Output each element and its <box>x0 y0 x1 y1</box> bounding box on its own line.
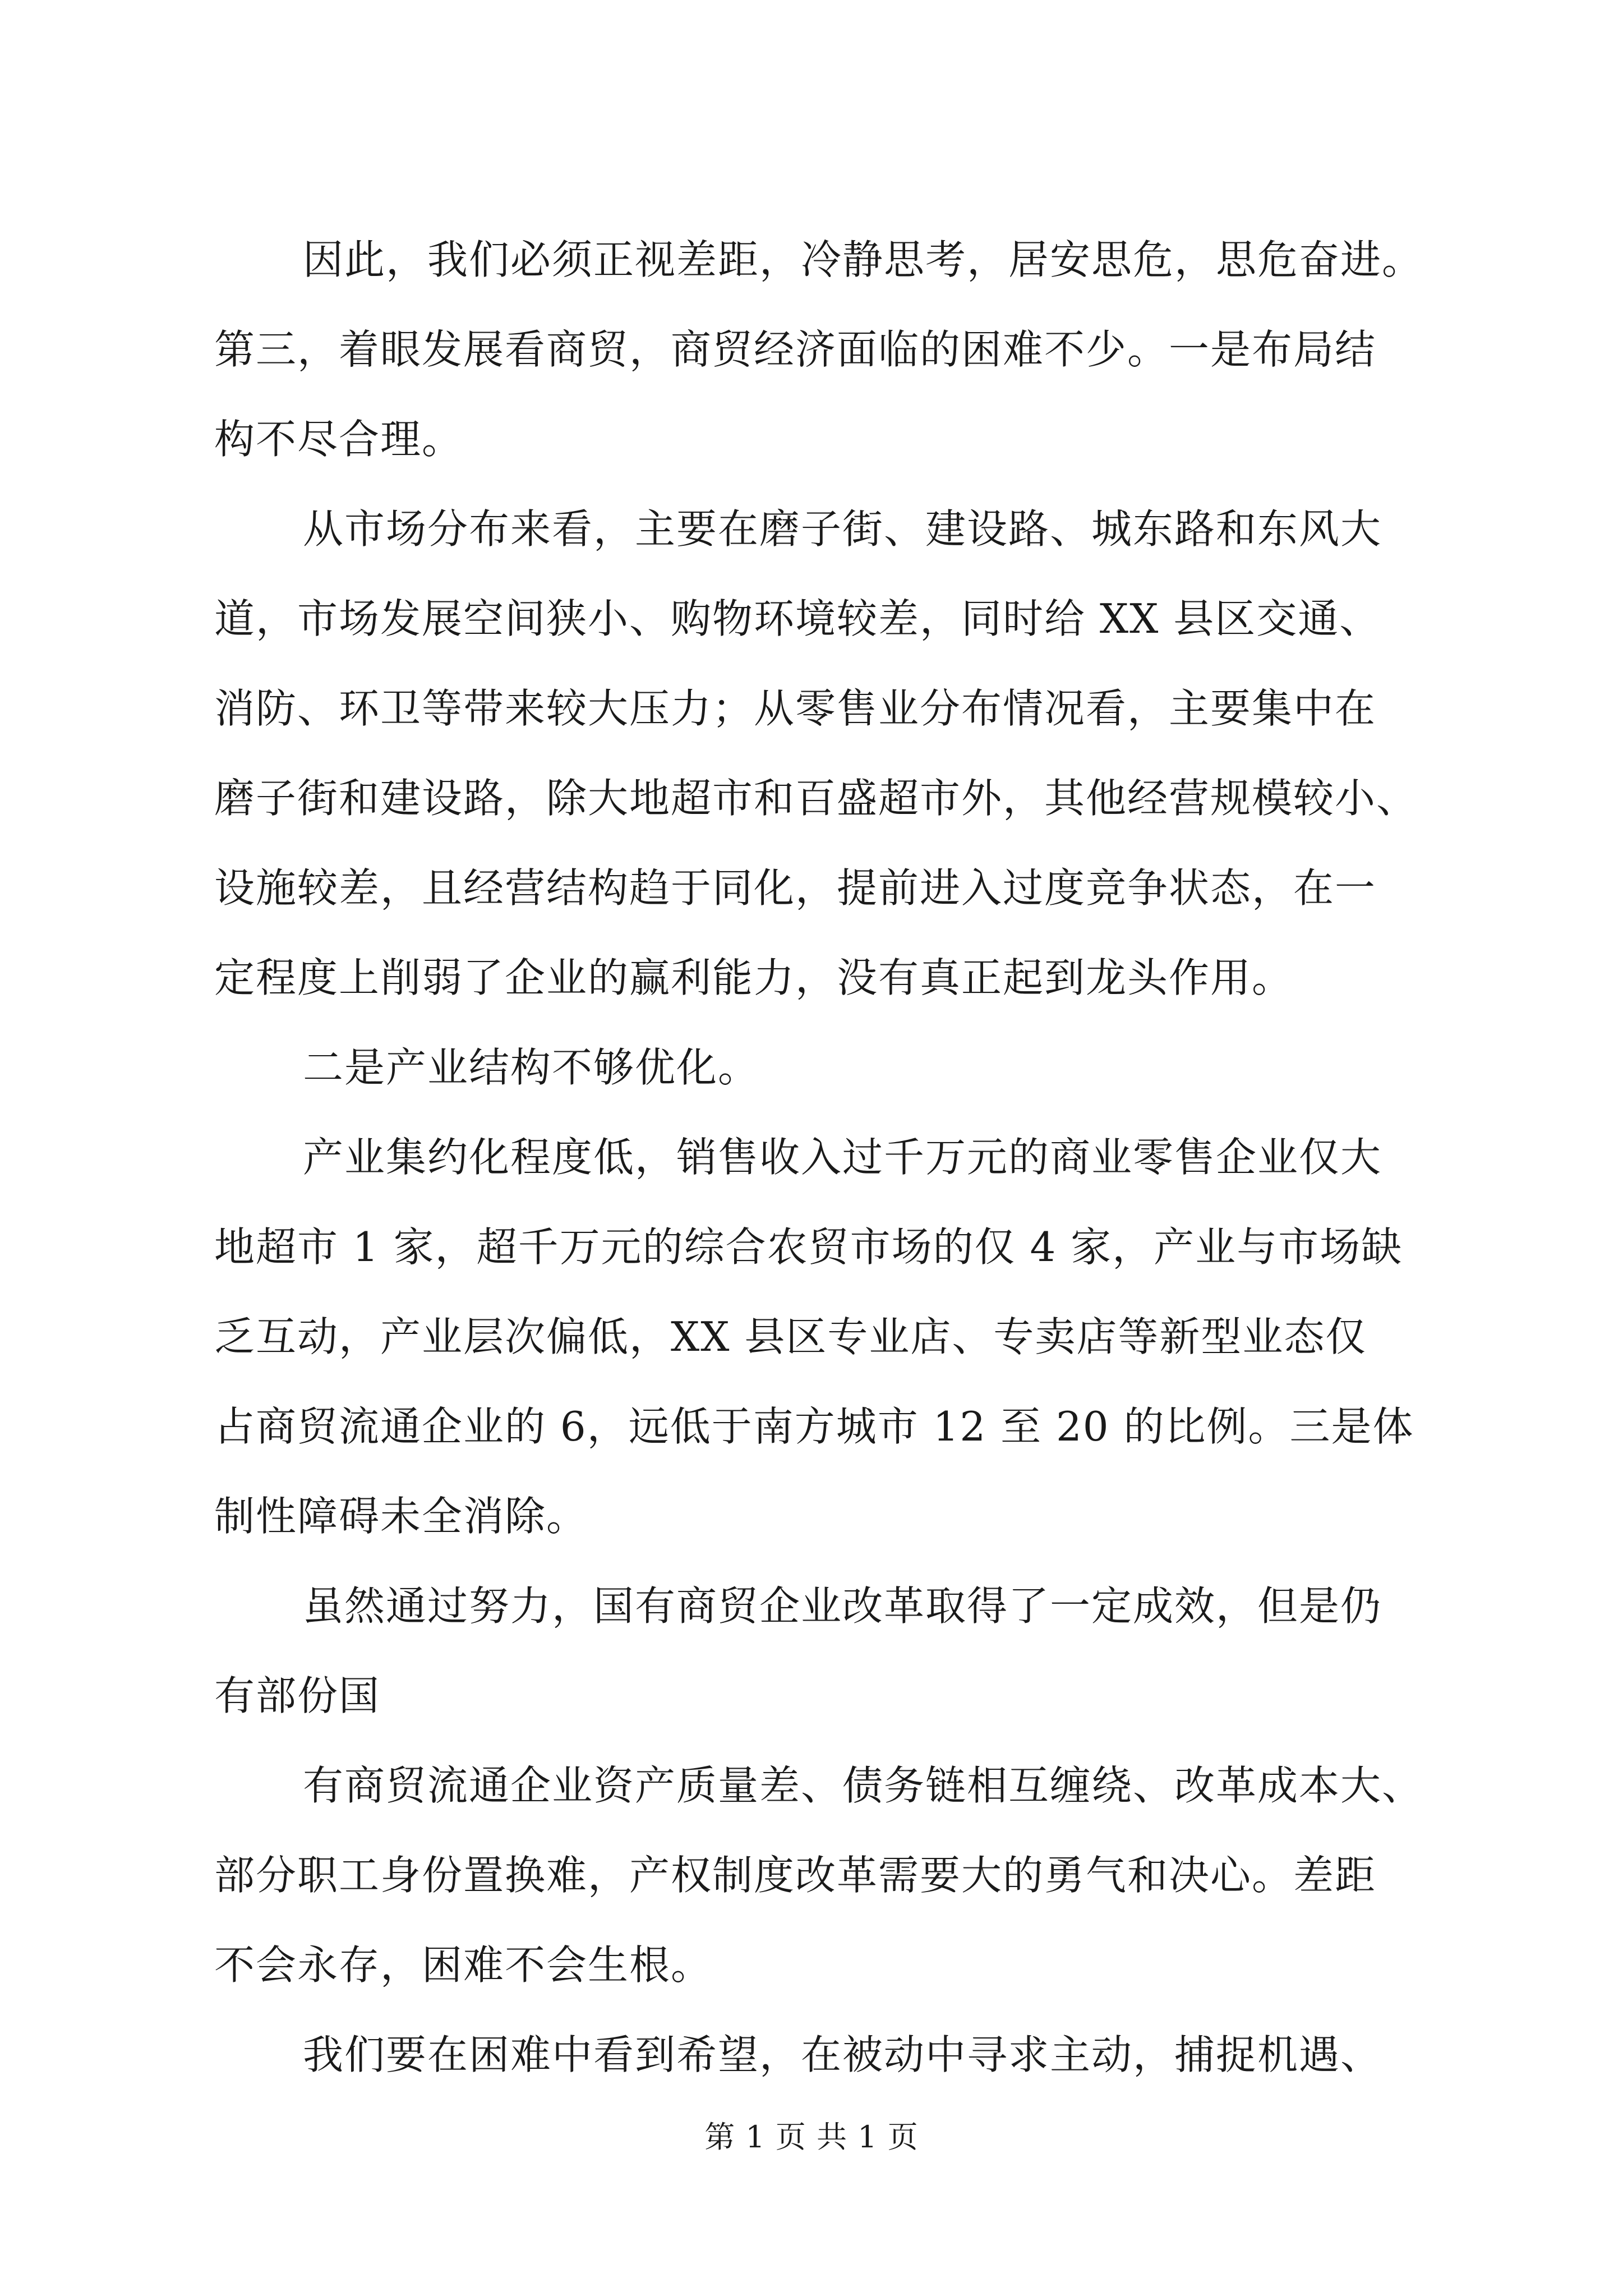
text-line: 因此，我们必须正视差距，冷静思考，居安思危，思危奋进。 <box>303 236 1424 283</box>
document-body <box>214 215 1437 2100</box>
text-line: 道，市场发展空间狭小、购物环境较差，同时给 XX 县区交通、 <box>214 595 1381 642</box>
text-line: 磨子街和建设路，除大地超市和百盛超市外，其他经营规模较小、 <box>214 775 1418 822</box>
text-line: 乏互动，产业层次偏低，XX 县区专业店、专卖店等新型业态仅 <box>214 1313 1367 1360</box>
text-line: 有商贸流通企业资产质量差、债务链相互缠绕、改革成本大、 <box>303 1762 1424 1809</box>
text-line: 我们要在困难中看到希望，在被动中寻求主动，捕捉机遇、 <box>303 2031 1382 2078</box>
text-line: 第三，着眼发展看商贸，商贸经济面临的困难不少。一是布局结 <box>214 326 1377 373</box>
text-line: 构不尽合理。 <box>214 416 464 463</box>
text-line: 定程度上削弱了企业的赢利能力，没有真正起到龙头作用。 <box>214 954 1294 1001</box>
text-line: 从市场分布来看，主要在磨子街、建设路、城东路和东风大 <box>303 505 1382 553</box>
text-line: 不会永存，困难不会生根。 <box>214 1941 713 1989</box>
page-number-footer: 第 1 页 共 1 页 <box>704 2119 919 2155</box>
text-line: 制性障碍未全消除。 <box>214 1493 588 1540</box>
text-line: 部分职工身份置换难，产权制度改革需要大的勇气和决心。差距 <box>214 1852 1377 1899</box>
text-line: 二是产业结构不够优化。 <box>303 1044 760 1091</box>
text-line: 虽然通过努力，国有商贸企业改革取得了一定成效，但是仍 <box>303 1582 1382 1630</box>
text-line: 有部份国 <box>214 1672 381 1719</box>
text-line: 地超市 1 家，超千万元的综合农贸市场的仅 4 家，产业与市场缺 <box>214 1223 1403 1271</box>
text-line: 占商贸流通企业的 6，远低于南方城市 12 至 20 的比例。三是体 <box>214 1403 1414 1450</box>
text-line: 消防、环卫等带来较大压力；从零售业分布情况看，主要集中在 <box>214 685 1377 732</box>
text-line: 产业集约化程度低，销售收入过千万元的商业零售企业仅大 <box>303 1134 1382 1181</box>
text-line: 设施较差，且经营结构趋于同化，提前进入过度竞争状态，在一 <box>214 864 1377 912</box>
